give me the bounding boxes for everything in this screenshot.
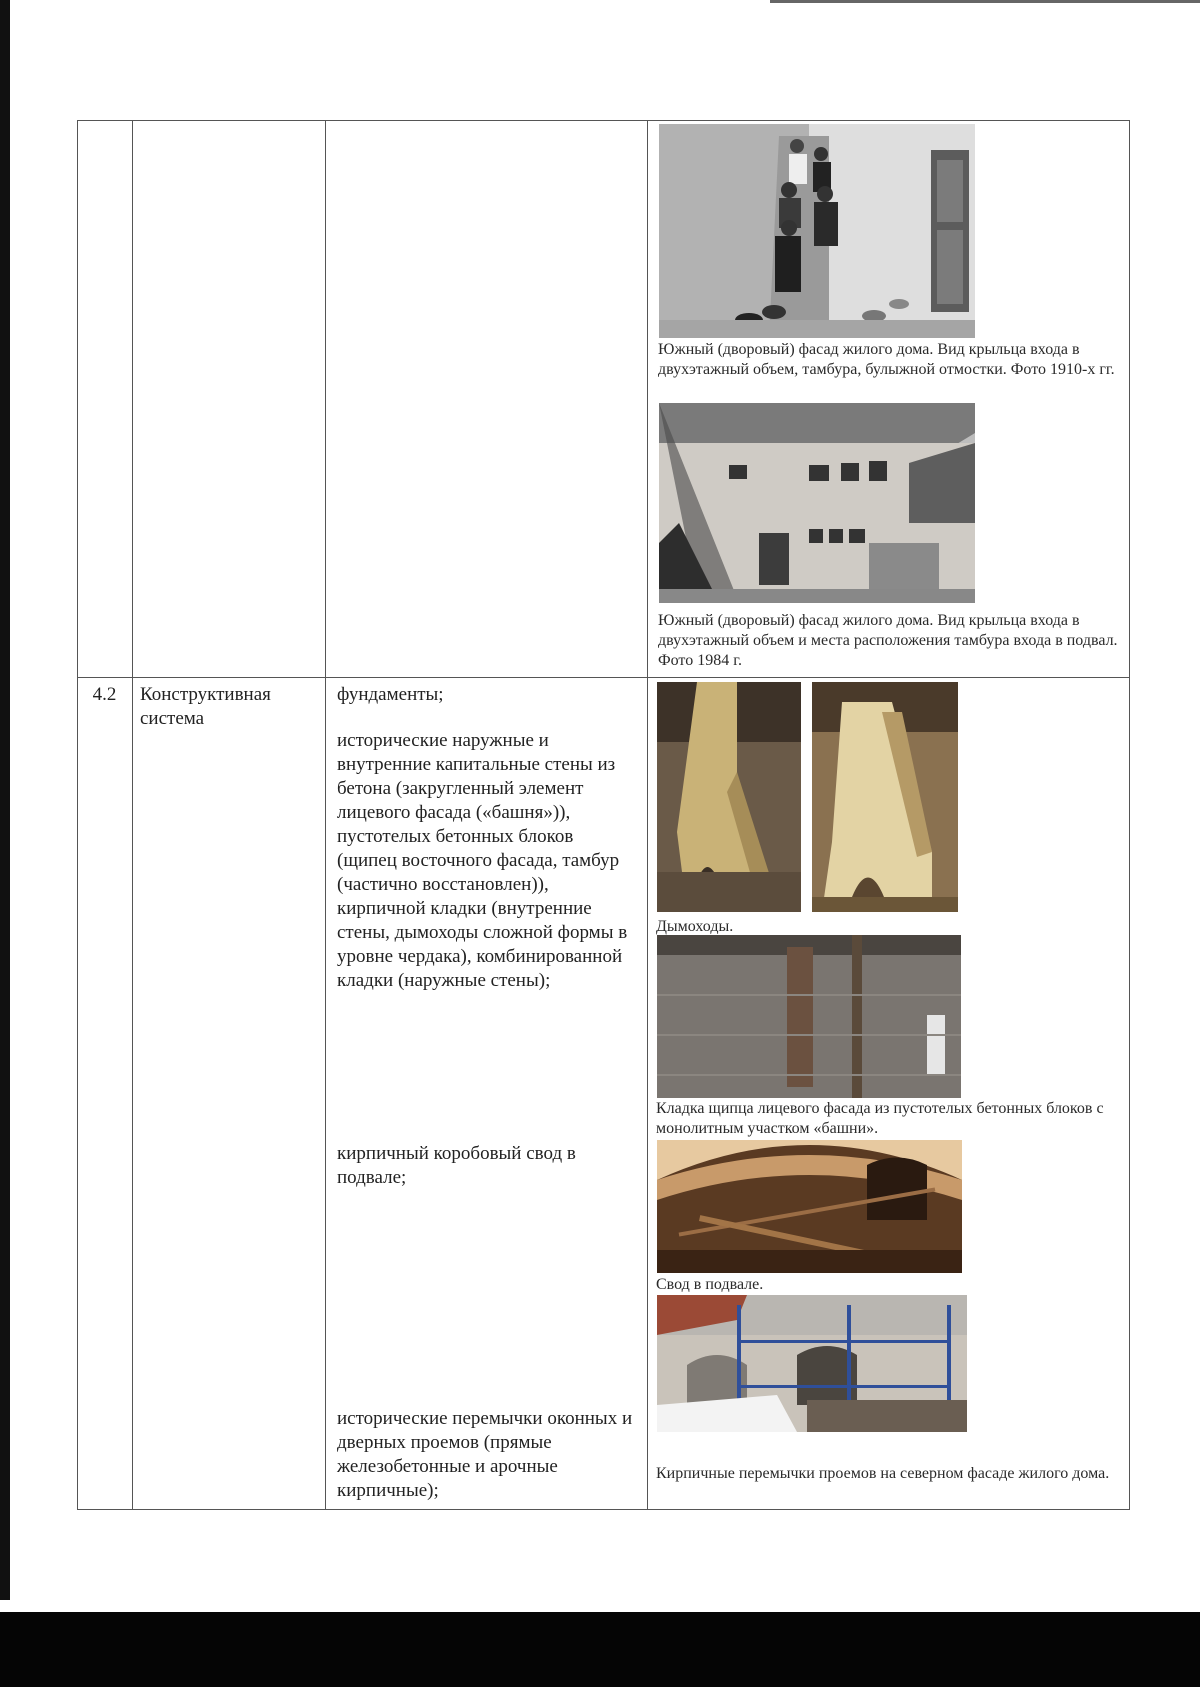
table-border (77, 677, 1130, 678)
scan-edge (770, 0, 1200, 3)
photo-1984-south-facade (659, 403, 975, 603)
photo-caption: Дымоходы. (656, 918, 734, 935)
photo-gable-masonry (657, 935, 961, 1098)
photo-chimney-1 (657, 682, 801, 912)
photo-caption: Южный (дворовый) фасад жилого дома. Вид крыльца входа в двухэтажный объем, тамбура, булыжной отмостки. Фото 1910-х гг. (658, 341, 1115, 378)
photo-caption: Кирпичные перемычки проемов на северном фасаде жилого дома. (656, 1465, 1110, 1482)
item-foundations: фундаменты; (337, 684, 444, 705)
table-border (132, 120, 133, 1510)
photo-chimney-2 (812, 682, 958, 912)
table-border (1129, 120, 1130, 1510)
row-title: Конструктивная система (140, 684, 271, 729)
table-border (647, 120, 648, 1510)
table-border (77, 1509, 1130, 1510)
photo-1910s-south-facade (659, 124, 975, 338)
table-border (77, 120, 78, 1510)
item-walls: исторические наружные и внутренние капитальные стены из бетона (закругленный элемент лицевого фасада («башня»)), пустотелых бетонных блоков (щипец восточного фасада, тамбур (частично восстановлен)), кирпичной кладки (внутренние стены, дымоходы сложной формы в уровне чердака), комбинированной кладки (наружные стены); (337, 730, 628, 991)
scan-edge (0, 0, 10, 1600)
photo-north-facade-lintels (657, 1295, 967, 1432)
table-border (325, 120, 326, 1510)
table-border (77, 120, 1130, 121)
scan-edge (0, 1612, 1200, 1687)
item-vault: кирпичный коробовый свод в подвале; (337, 1143, 576, 1188)
photo-basement-vault (657, 1140, 962, 1273)
item-lintels: исторические перемычки оконных и дверных проемов (прямые железобетонные и арочные кирпичные); (337, 1408, 633, 1501)
photo-caption: Кладка щипца лицевого фасада из пустотелых бетонных блоков с монолитным участком «башни». (656, 1100, 1104, 1137)
photo-caption: Свод в подвале. (656, 1276, 764, 1293)
photo-caption: Южный (дворовый) фасад жилого дома. Вид крыльца входа в двухэтажный объем и места расположения тамбура входа в подвал. Фото 1984 г. (658, 612, 1118, 669)
row-number: 4.2 (92, 684, 117, 705)
heritage-table (77, 120, 1130, 1510)
